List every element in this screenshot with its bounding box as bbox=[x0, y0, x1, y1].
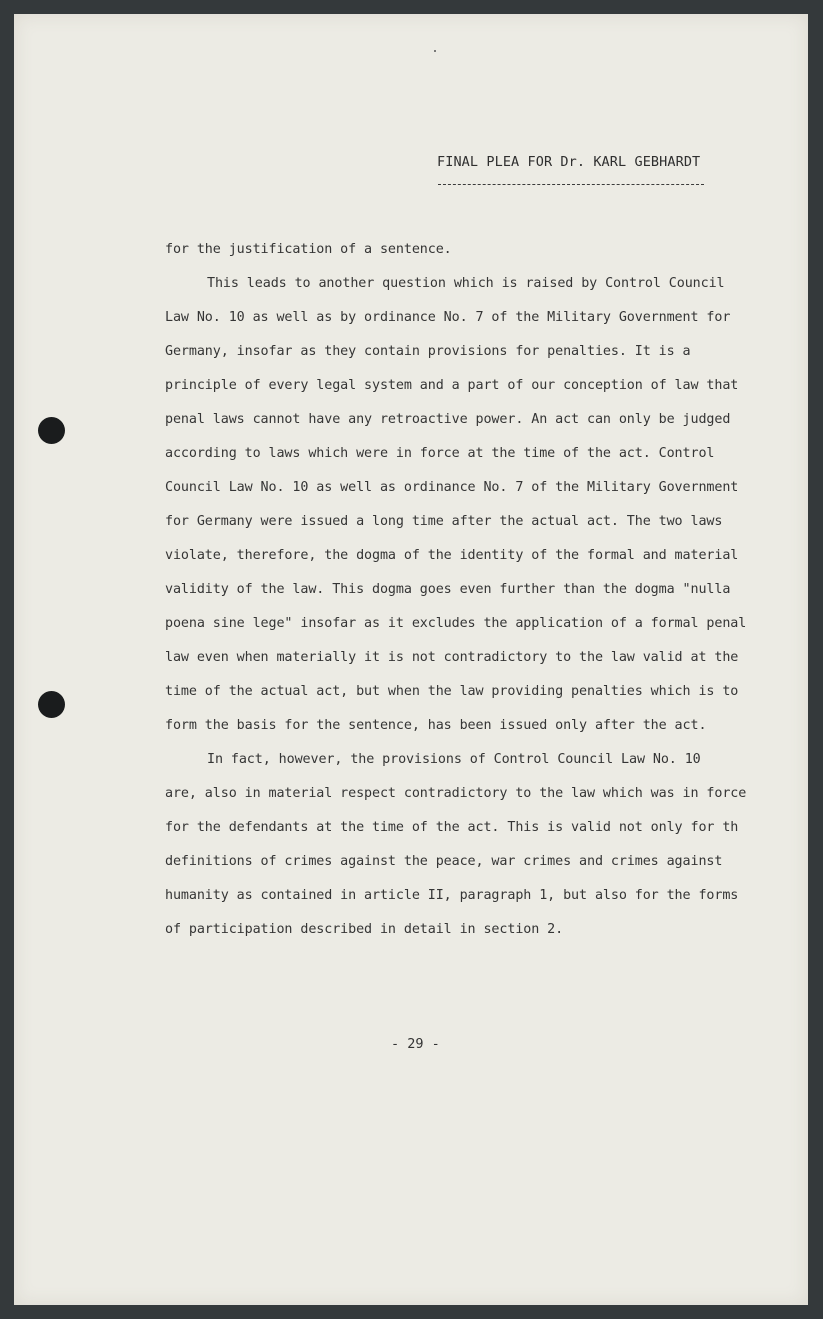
document-header-title: FINAL PLEA FOR Dr. KARL GEBHARDT bbox=[437, 154, 701, 170]
paragraph-material-contradiction: In fact, however, the provisions of Control Council Law No. 10 are, also in material respect contradictory to the law which was in force for the defendants at the time of the act. This is valid not only for th definitions of crimes against the peace, war crimes and crimes against humanity as contained in article II, paragraph 1, but also for the forms of participation described in detail in section 2. bbox=[165, 752, 747, 937]
paper-speck bbox=[434, 50, 436, 52]
paragraph-continuation: for the justification of a sentence. bbox=[165, 242, 452, 257]
punch-hole-lower bbox=[38, 691, 65, 718]
punch-hole-upper bbox=[38, 417, 65, 444]
page-number: - 29 - bbox=[391, 1036, 440, 1052]
document-page bbox=[14, 14, 808, 1305]
header-underline bbox=[438, 184, 704, 185]
document-body bbox=[165, 233, 785, 947]
paragraph-retroactive-laws: This leads to another question which is raised by Control Council Law No. 10 as well as by ordinance No. 7 of the Military Government for Germany, insofar as they contain provisions for penalties. It is a principle of every legal system and a part of our conception of law that penal laws cannot have any retroactive power. An act can only be judged according to laws which were in force at the time of the act. Control Council Law No. 10 as well as ordinance No. 7 of the Military Government for Germany were issued a long time after the actual act. The two laws violate, therefore, the dogma of the identity of the formal and material validity of the law. This dogma goes even further than the dogma "nulla poena sine lege" insofar as it excludes the application of a formal penal law even when materially it is not contradictory to the law valid at the time of the actual act, but when the law providing penalties which is to form the basis for the sentence, has been issued only after the act. bbox=[165, 276, 747, 733]
